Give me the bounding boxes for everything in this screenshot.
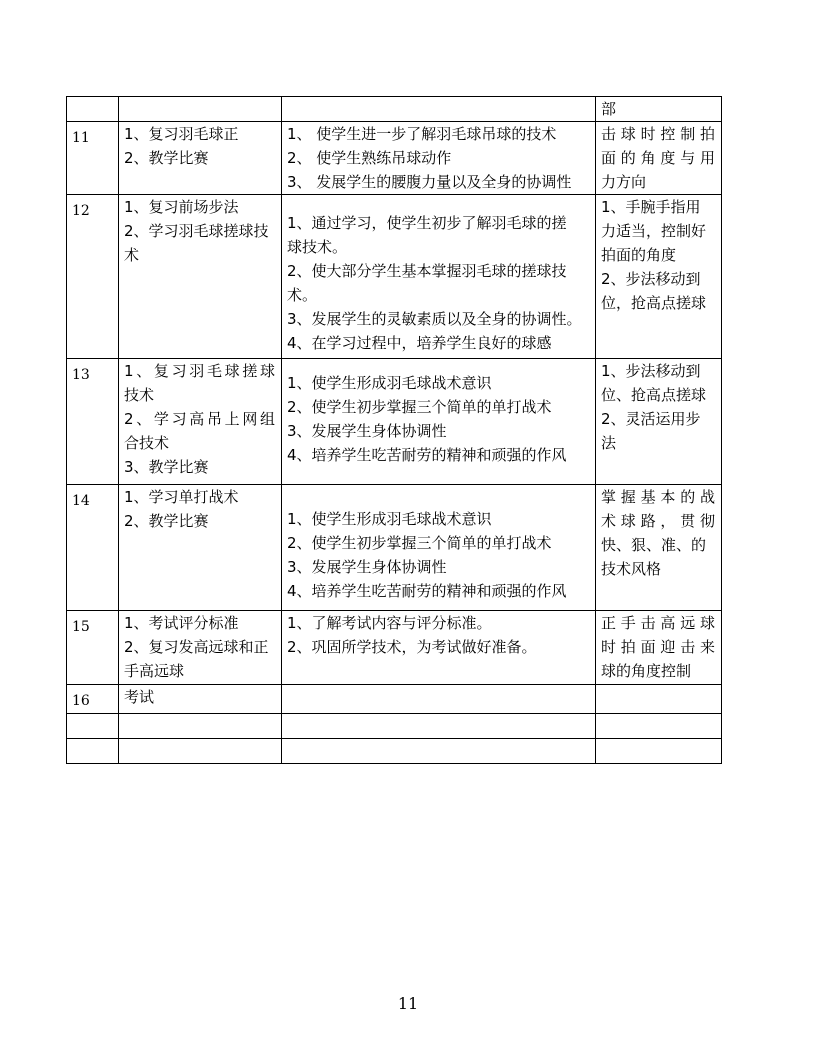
content-cell: [119, 485, 282, 611]
week-cell: 16: [67, 685, 119, 714]
focus-cell: [596, 714, 722, 739]
content-line: 3、教学比赛: [124, 458, 209, 476]
content-line: 2、复习发高远球和正: [124, 638, 269, 656]
table-row: [67, 485, 722, 611]
focus-line: 力方向: [601, 173, 647, 191]
content-line: 2、教学比赛: [124, 512, 209, 530]
focus-line: 掌握基本的战: [601, 488, 715, 506]
goals-cell: [282, 97, 596, 122]
content-line: 考试: [124, 688, 155, 706]
focus-line: 2、步法移动到: [601, 270, 701, 288]
focus-line: 2、灵活运用步: [601, 410, 701, 428]
goal-line: 2、巩固所学技术，为考试做好准备。: [287, 638, 537, 656]
content-line: 1、学习单打战术: [124, 488, 239, 506]
table-row: [67, 685, 722, 714]
goal-line: 2、使大部分学生基本掌握羽毛球的搓球技: [287, 262, 567, 280]
focus-cell: [596, 195, 722, 359]
content-line: 1、复习羽毛球正: [124, 125, 239, 143]
focus-line: 拍面的角度: [601, 246, 677, 264]
goals-cell: [282, 485, 596, 611]
table-row: [67, 611, 722, 685]
content-line: 技术: [124, 386, 155, 404]
goal-line: 3、发展学生身体协调性: [287, 558, 447, 576]
focus-line: 术球路，贯彻: [601, 512, 715, 530]
table-row: [67, 195, 722, 359]
week-cell: 14: [67, 485, 119, 611]
content-cell: [119, 714, 282, 739]
focus-cell: [596, 359, 722, 485]
goal-line: 1、 使学生进一步了解羽毛球吊球的技术: [287, 125, 557, 143]
content-cell: [119, 739, 282, 764]
content-line: 术: [124, 246, 140, 264]
goal-line: 1、了解考试内容与评分标准。: [287, 614, 492, 632]
focus-line: 1、手腕手指用: [601, 198, 701, 216]
goal-line: 2、 使学生熟练吊球动作: [287, 149, 452, 167]
table-row: [67, 359, 722, 485]
lesson-plan-table: [66, 96, 722, 764]
content-line: 2、学习高吊上网组: [124, 410, 275, 428]
content-line: 1、考试评分标准: [124, 614, 239, 632]
content-line: 2、教学比赛: [124, 149, 209, 167]
goals-cell: [282, 611, 596, 685]
focus-cell: [596, 122, 722, 195]
content-line: 2、学习羽毛球搓球技: [124, 222, 269, 240]
goal-line: 术。: [287, 286, 318, 304]
week-cell: [67, 739, 119, 764]
content-cell: [119, 195, 282, 359]
focus-line: 球的角度控制: [601, 662, 692, 680]
focus-cell: [596, 485, 722, 611]
content-cell: [119, 685, 282, 714]
goal-line: 2、使学生初步掌握三个简单的单打战术: [287, 534, 552, 552]
content-cell: [119, 122, 282, 195]
focus-cell: [596, 685, 722, 714]
focus-line: 部: [601, 100, 617, 118]
focus-line: 技术风格: [601, 560, 662, 578]
goals-cell: [282, 714, 596, 739]
content-line: 1、复习羽毛球搓球: [124, 362, 275, 380]
content-line: 合技术: [124, 434, 170, 452]
focus-line: 时拍面迎击来: [601, 638, 715, 656]
content-line: 1、复习前场步法: [124, 198, 239, 216]
goal-line: 4、培养学生吃苦耐劳的精神和顽强的作风: [287, 582, 567, 600]
goals-cell: [282, 739, 596, 764]
goals-cell: [282, 359, 596, 485]
week-cell: 12: [67, 195, 119, 359]
focus-line: 快、狠、准、的: [601, 536, 707, 554]
content-cell: [119, 611, 282, 685]
week-cell: 13: [67, 359, 119, 485]
focus-line: 法: [601, 434, 617, 452]
content-cell: [119, 97, 282, 122]
focus-cell: [596, 611, 722, 685]
goal-line: 2、使学生初步掌握三个简单的单打战术: [287, 398, 552, 416]
focus-cell: [596, 97, 722, 122]
goal-line: 3、发展学生身体协调性: [287, 422, 447, 440]
focus-line: 正手击高远球: [601, 614, 715, 632]
focus-line: 击球时控制拍: [601, 125, 715, 143]
goal-line: 1、使学生形成羽毛球战术意识: [287, 510, 492, 528]
table-row: [67, 122, 722, 195]
week-cell: 15: [67, 611, 119, 685]
table-row: [67, 739, 722, 764]
focus-line: 1、步法移动到: [601, 362, 701, 380]
week-cell: [67, 714, 119, 739]
week-cell: [67, 97, 119, 122]
table-row: [67, 714, 722, 739]
goal-line: 4、在学习过程中，培养学生良好的球感: [287, 334, 552, 352]
focus-line: 位，抢高点搓球: [601, 294, 707, 312]
goal-line: 1、通过学习，使学生初步了解羽毛球的搓: [287, 214, 567, 232]
week-cell: 11: [67, 122, 119, 195]
goals-cell: [282, 195, 596, 359]
content-line: 手高远球: [124, 662, 185, 680]
goal-line: 1、使学生形成羽毛球战术意识: [287, 374, 492, 392]
focus-line: 力适当，控制好: [601, 222, 707, 240]
focus-line: 面的角度与用: [601, 149, 715, 167]
content-cell: [119, 359, 282, 485]
goal-line: 3、 发展学生的腰腹力量以及全身的协调性: [287, 173, 572, 191]
focus-line: 位、抢高点搓球: [601, 386, 707, 404]
goals-cell: [282, 122, 596, 195]
goals-cell: [282, 685, 596, 714]
table-row: [67, 97, 722, 122]
goal-line: 3、发展学生的灵敏素质以及全身的协调性。: [287, 310, 582, 328]
focus-cell: [596, 739, 722, 764]
goal-line: 4、培养学生吃苦耐劳的精神和顽强的作风: [287, 446, 567, 464]
page-number: 11: [397, 994, 419, 1013]
goal-line: 球技术。: [287, 238, 348, 256]
